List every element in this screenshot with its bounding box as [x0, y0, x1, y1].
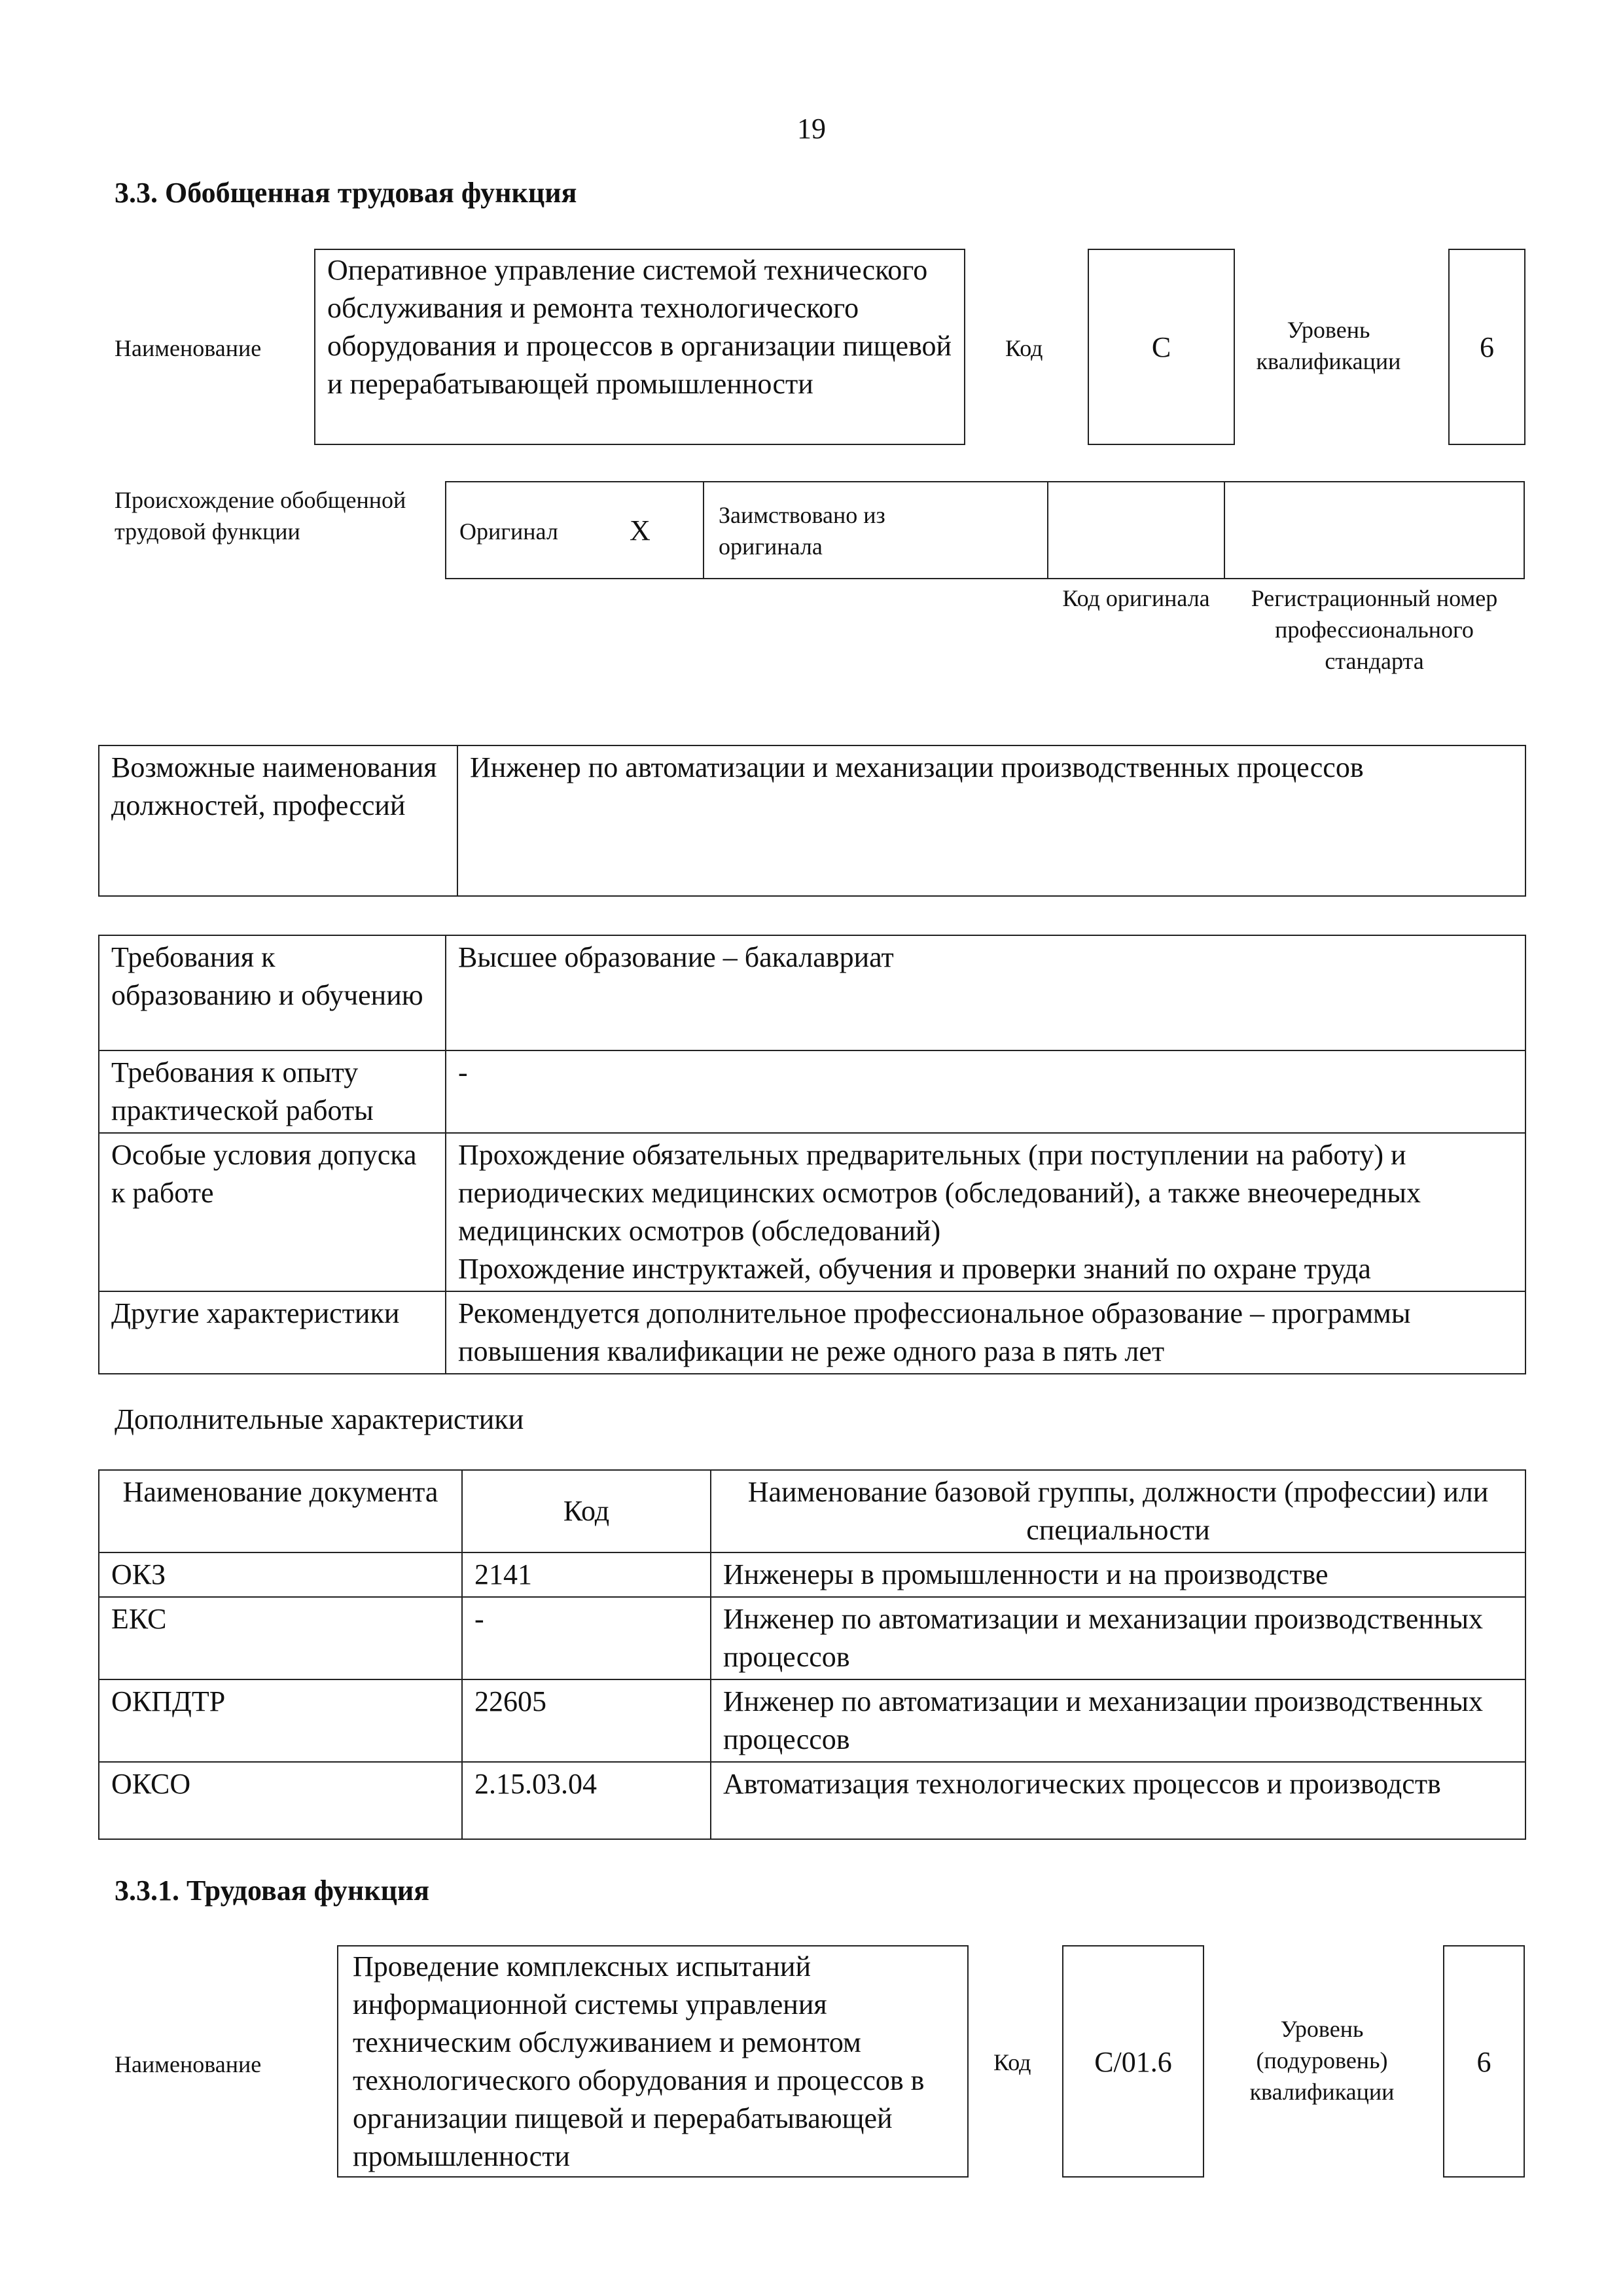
code-label: Код — [1005, 335, 1043, 361]
table-row — [99, 1597, 1525, 1679]
column-header: Наименование документа — [99, 1470, 462, 1552]
origin-label: Происхождение обобщенной трудовой функции — [115, 487, 406, 545]
code-box — [1062, 1945, 1204, 2178]
origin-table — [445, 481, 1525, 579]
req-label: Требования к образованию и обучению — [99, 935, 446, 1050]
level-value: 6 — [1476, 2046, 1491, 2078]
table-header-row — [99, 1470, 1525, 1552]
table-row — [99, 935, 1525, 1050]
level-box — [1443, 1945, 1525, 2178]
level-label: Уровень (подуровень) квалификации — [1249, 2016, 1395, 2105]
doc-name: ЕКС — [99, 1597, 462, 1679]
level-box — [1448, 249, 1525, 445]
doc-code: 2141 — [462, 1552, 711, 1597]
table-row — [99, 1552, 1525, 1597]
positions-table — [98, 745, 1526, 897]
section-heading: 3.3. Обобщенная трудовая функция — [115, 177, 577, 209]
name-label: Наименование — [115, 335, 262, 361]
req-label: Другие характеристики — [99, 1291, 446, 1374]
req-value: Рекомендуется дополнительное профессиональное образование – программы повышения квалификации не реже одного раза в пять лет — [446, 1291, 1525, 1374]
column-header: Наименование базовой группы, должности (профессии) или специальности — [711, 1470, 1525, 1552]
positions-label: Возможные наименования должностей, профессий — [99, 745, 457, 896]
req-value: Прохождение обязательных предварительных (при поступлении на работу) и периодических медицинских осмотров (обследований), а также внеочередных медицинских осмотров (обследований) — [458, 1139, 1421, 1247]
code-label: Код — [993, 2049, 1031, 2075]
level-label: Уровень квалификации — [1256, 317, 1401, 374]
requirements-table — [98, 935, 1526, 1374]
doc-title: Инженер по автоматизации и механизации производственных процессов — [711, 1679, 1525, 1762]
doc-name: ОКПДТР — [99, 1679, 462, 1762]
code-value: C — [1151, 331, 1171, 363]
doc-code: 2.15.03.04 — [462, 1762, 711, 1839]
function-name-box — [314, 249, 965, 445]
borrowed-label: Заимствовано из оригинала — [719, 502, 885, 560]
additional-table — [98, 1469, 1526, 1840]
labor-function-name: Проведение комплексных испытаний информационной системы управления техническим обслуживанием и ремонтом технологического оборудования и процессов в организации пищевой и перерабатывающей промышленности — [353, 1950, 925, 2172]
doc-code: 22605 — [462, 1679, 711, 1762]
table-row — [99, 1050, 1525, 1133]
table-row — [99, 1762, 1525, 1839]
name-label: Наименование — [115, 2051, 262, 2077]
additional-title: Дополнительные характеристики — [115, 1403, 524, 1435]
table-row — [99, 1133, 1525, 1291]
table-row — [99, 1291, 1525, 1374]
req-label: Особые условия допуска к работе — [99, 1133, 446, 1291]
positions-value: Инженер по автоматизации и механизации производственных процессов — [457, 745, 1525, 896]
req-label: Требования к опыту практической работы — [99, 1050, 446, 1133]
labor-function-name-box — [337, 1945, 969, 2178]
reg-number-caption: Регистрационный номер профессионального стандарта — [1251, 585, 1498, 674]
doc-code: - — [462, 1597, 711, 1679]
page-number: 19 — [797, 113, 826, 145]
req-value: Высшее образование – бакалавриат — [446, 935, 1525, 1050]
original-code-caption: Код оригинала — [1062, 585, 1210, 611]
req-value-cell — [446, 1133, 1525, 1291]
original-mark: X — [630, 514, 651, 547]
code-value: C/01.6 — [1094, 2046, 1172, 2078]
req-value-extra: Прохождение инструктажей, обучения и проверки знаний по охране труда — [458, 1253, 1371, 1285]
level-value: 6 — [1480, 331, 1494, 363]
doc-title: Автоматизация технологических процессов и производств — [711, 1762, 1525, 1839]
original-label: Оригинал — [459, 518, 558, 545]
function-name: Оперативное управление системой технического обслуживания и ремонта технологического оборудования и процессов в организации пищевой и перерабатывающей промышленности — [327, 254, 952, 400]
doc-name: ОКЗ — [99, 1552, 462, 1597]
table-row — [99, 1679, 1525, 1762]
subsection-heading: 3.3.1. Трудовая функция — [115, 1874, 430, 1907]
code-box — [1088, 249, 1235, 445]
doc-name: ОКСО — [99, 1762, 462, 1839]
req-value: - — [446, 1050, 1525, 1133]
doc-title: Инженер по автоматизации и механизации производственных процессов — [711, 1597, 1525, 1679]
doc-title: Инженеры в промышленности и на производстве — [711, 1552, 1525, 1597]
column-header: Код — [462, 1470, 711, 1552]
